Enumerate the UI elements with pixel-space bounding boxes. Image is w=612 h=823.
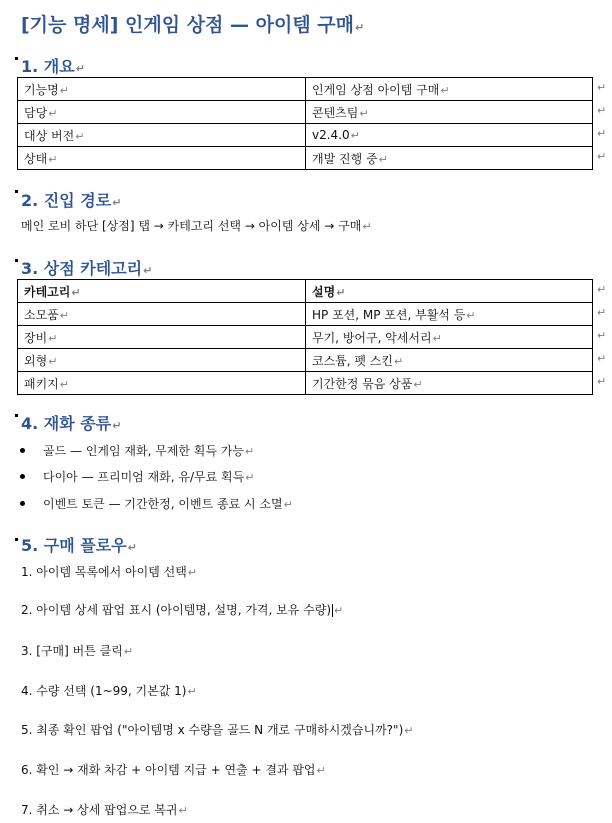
table-row (18, 124, 593, 147)
table-cell: 콘텐츠팀↵ (306, 101, 593, 124)
flow-step: 4. 수량 선택 (1~99, 기본값 1)↵ (21, 684, 197, 698)
row-end-mark: ↵ (597, 283, 607, 296)
table-cell: v2.4.0↵ (306, 124, 593, 147)
bullet-icon (20, 501, 25, 506)
table-row (18, 78, 593, 101)
row-end-mark: ↵ (597, 329, 607, 342)
table-header-row (18, 280, 593, 303)
flow-step: 7. 취소 → 상세 팝업으로 복귀↵ (21, 803, 188, 817)
table-cell: 무기, 방어구, 악세서리↵ (306, 326, 593, 349)
table-row (18, 326, 593, 349)
row-end-mark: ↵ (597, 127, 607, 140)
table-cell: 기능명↵ (18, 78, 306, 101)
flow-step: 3. [구매] 버튼 클릭↵ (21, 644, 134, 658)
flow-step: 1. 아이템 목록에서 아이템 선택↵ (21, 565, 198, 579)
heading-flow: 5. 구매 플로우↵ (21, 536, 137, 555)
table-cell: 기간한정 묶음 상품↵ (306, 372, 593, 395)
column-header: 설명↵ (306, 280, 593, 303)
flow-step: 2. 아이템 상세 팝업 표시 (아이템명, 설명, 가격, 보유 수량) ↵ (21, 603, 344, 617)
row-end-mark: ↵ (597, 352, 607, 365)
list-item: 다이아 — 프리미엄 재화, 유/무료 획득↵ (20, 468, 254, 485)
overview-table (17, 77, 593, 170)
row-end-mark: ↵ (597, 375, 607, 388)
heading-entry: 2. 진입 경로↵ (21, 191, 122, 210)
row-end-mark: ↵ (597, 104, 607, 117)
list-item: 골드 — 인게임 재화, 무제한 획득 가능↵ (20, 442, 254, 459)
table-cell: 패키지↵ (18, 372, 306, 395)
heading-currency: 4. 재화 종류↵ (21, 414, 122, 433)
heading-categories: 3. 상점 카테고리↵ (21, 259, 153, 278)
table-cell: 소모품↵ (18, 303, 306, 326)
table-cell: 코스튬, 펫 스킨↵ (306, 349, 593, 372)
table-cell: 장비↵ (18, 326, 306, 349)
paragraph-anchor (15, 190, 18, 193)
table-cell: 대상 버전↵ (18, 124, 306, 147)
flow-step: 5. 최종 확인 팝업 ("아이템명 x 수량을 골드 N 개로 구매하시겠습니까?")↵ (21, 723, 414, 737)
table-cell: 담당↵ (18, 101, 306, 124)
table-cell: 외형↵ (18, 349, 306, 372)
table-row (18, 147, 593, 170)
row-end-mark: ↵ (597, 150, 607, 163)
table-cell: 개발 진행 중↵ (306, 147, 593, 170)
category-table (17, 279, 593, 395)
heading-overview: 1. 개요↵ (21, 57, 85, 76)
table-row (18, 349, 593, 372)
entry-path-text: 메인 로비 하단 [상점] 탭 → 카테고리 선택 → 아이템 상세 → 구매↵ (21, 219, 372, 233)
table-cell: 인게임 상점 아이템 구매↵ (306, 78, 593, 101)
bullet-icon (20, 448, 25, 453)
paragraph-anchor (15, 57, 18, 60)
column-header: 카테고리↵ (18, 280, 306, 303)
document-title: [기능 명세] 인게임 상점 — 아이템 구매↵ (21, 14, 365, 36)
bullet-icon (20, 474, 25, 479)
paragraph-anchor (15, 414, 18, 417)
text-cursor (332, 604, 333, 617)
flow-step: 6. 확인 → 재화 차감 + 아이템 지급 + 연출 + 결과 팝업↵ (21, 763, 326, 777)
table-row (18, 101, 593, 124)
table-cell: HP 포션, MP 포션, 부활석 등↵ (306, 303, 593, 326)
paragraph-anchor (15, 259, 18, 262)
row-end-mark: ↵ (597, 306, 607, 319)
list-item: 이벤트 토큰 — 기간한정, 이벤트 종료 시 소멸↵ (20, 495, 293, 512)
table-cell: 상태↵ (18, 147, 306, 170)
paragraph-anchor (15, 538, 18, 541)
table-row (18, 303, 593, 326)
table-row (18, 372, 593, 395)
row-end-mark: ↵ (597, 81, 607, 94)
